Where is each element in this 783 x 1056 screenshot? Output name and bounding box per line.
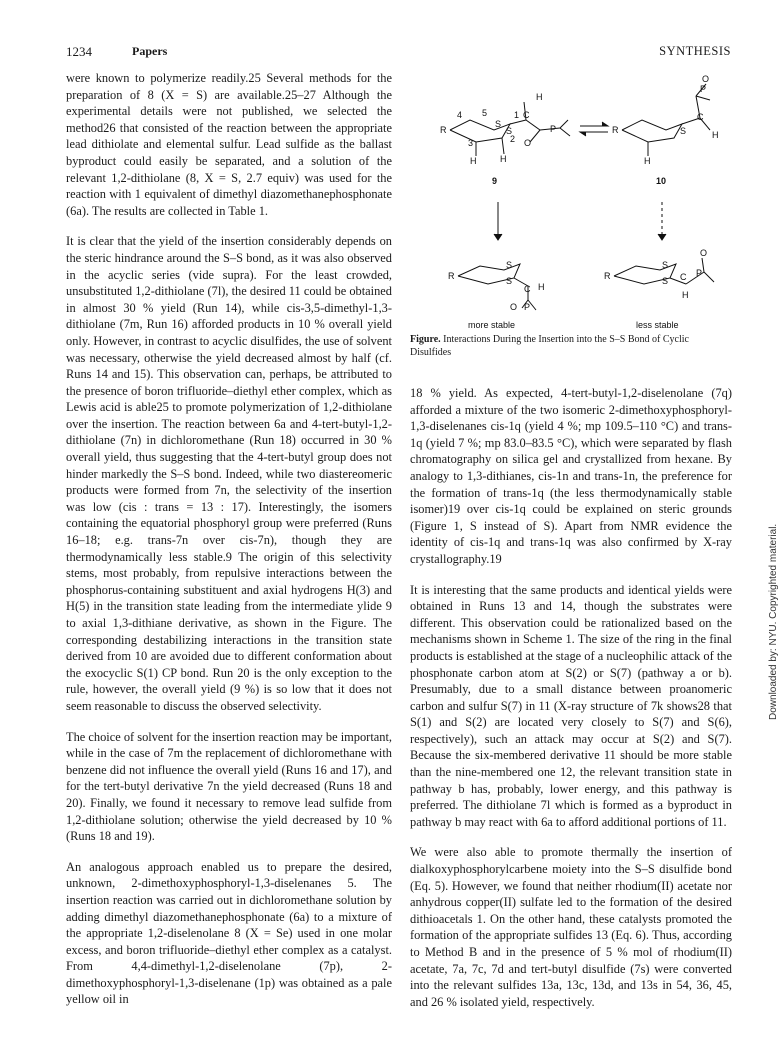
atom-label: C — [523, 110, 530, 120]
atom-label: S — [662, 260, 669, 270]
paragraph: It is clear that the yield of the insertion considerably depends on the steric hindrance around the S–S bond, as it was also observed in the acyclic series (vide supra). For the least crowded, unsubstituted 1,2-dithiolane (7l), the desired 11 could be obtained in almost 30 % yield (Run 14), while cis-3,5-dimethyl-1,3-dithiolane (7m, Run 16) afforded products in 10 % overall yield only. However, in contrast to acyclic disulfides, the use of solvent was necessary, otherwise the yield decreased almost by half (cf. Runs 14 and 15). This observation can, perhaps, be attributed to the presence of boron trifluoride–diethyl ether complex, which as Lewis acid is able25 to promote polymerization of 1,2-dithiolane over the insertion. The reaction between 6a and 4-tert-butyl-1,2-dithiolane (7n) in dichloromethane (Run 18) occurred in 30 % overall yield, thus suggesting that the 4-tert-butyl group does not hinder markedly the S–S bond. Indeed, while two diastereomeric products were formed from 7n, the selectivity of the insertion was low (cis : trans = 13 : 17). Interestingly, the isomers containing the equatorial phosphoryl group were preferred (Runs 16–18; e.g. trans-7n over cis-7n), though they are thermodynamically less stable.9 The origin of this selectivity stems, most probably, from repulsive interactions between the phosphorus-containing substituent and axial hydrogens H(3) and H(5) in the transition state leading from the intermediate ylide 9 to axial 1,3-dithiane derivative, as shown in the Figure. The corresponding destabilizing interactions in the transition state derived from 10 are avoided due to different conformation about the exocyclic S(1) CP bond. Run 20 is the only exception to the rule, however, the overall yield (9 %) is so low that it does not seem reasonable to discuss the observed selectivity. — [66, 234, 392, 713]
caption-title: Figure. — [410, 334, 441, 345]
paragraph: An analogous approach enabled us to prepare the desired, unknown, 2-dimethoxyphosphoryl-1,3-diselenanes 5. The insertion reaction was carried out in dichloromethane solution by adding dimethyl diazomethanephosphonate (6a) to a mixture of the appropriate 1,2-diselenolane 8 (X = Se) used in one molar excess, and boron trifluoride–diethyl ether complex as a catalyst. From 4,4-dimethyl-1,2-diselenolane (7p), 2-dimethoxyphosphoryl-1,3-diselenane (1p) was obtained as a pale yellow oil in — [66, 859, 392, 1007]
atom-label: R — [604, 271, 611, 281]
atom-label: H — [682, 290, 689, 300]
page-number: 1234 — [66, 44, 92, 59]
atom-label: P — [700, 84, 707, 94]
atom-label: H — [644, 156, 651, 166]
atom-label: P — [524, 302, 531, 312]
reaction-figure — [410, 72, 732, 372]
atom-label: O — [700, 248, 708, 258]
paragraph: 18 % yield. As expected, 4-tert-butyl-1,2-diselenolane (7q) afforded a mixture of the two isomeric 2-dimethoxyphosphoryl-1,3-diselenanes cis-1q (yield 4 %; mp 109.5–110 °C) and trans-1q (yield 7 %; mp 83.0–83.5 °C), which were separated by flash chromatography on silica gel and crystallized from hexane. By analogy to 1,3-dithianes, cis-1n and trans-1n, the preference for the formation of trans-1q (the less thermodynamically stable isomer)19 over cis-1q could be explained on steric grounds (Figure 1, S instead of S). Apart from NMR evidence the identity of cis-1q and trans-1q was also confirmed by X-ray crystallography.19 — [410, 386, 732, 566]
atom-label: R — [448, 271, 455, 281]
stability-label: more stable — [468, 320, 516, 330]
atom-label: H — [538, 282, 545, 292]
atom-label: H — [500, 154, 507, 164]
compound-label-10: 10 — [656, 176, 667, 186]
atom-label: O — [524, 138, 532, 148]
atom-label: S — [662, 276, 669, 286]
page-header — [66, 44, 731, 64]
atom-label: H — [470, 156, 477, 166]
caption-text: Interactions During the Insertion into the S–S Bond of Cyclic Disulfides — [410, 334, 689, 358]
atom-label: C — [524, 284, 531, 294]
paragraph: It is interesting that the same products and identical yields were obtained in Runs 13 and 14, though the substrates were different. This observation could be rationalized based on the mechanisms shown in Scheme 1. The size of the ring in the final products is established at the stage of a nucleophilic attack of the phosphonate carbon atom at S(2) or S(7) (pathway a or b). Presumably, due to a small distance between proanomeric carbon and sulfur S(7) in 11 (X-ray structure of 7k shows28 that S(1) and S(2) are located very closely to S(7) and S(6), respectively), such an attack may occur at S(2) and S(7). Because the six-membered derivative 11 should be more stable than the nine-membered one 12, the relevant transition state in pathway b has, probably, lower energy, and this pathway is preferred. The dithiolane 7l which is formed as a byproduct in pathway b may react with 6a to afford additional portions of 11. — [410, 582, 732, 829]
atom-label: S — [506, 260, 513, 270]
atom-label: S — [680, 126, 687, 136]
ring-number: 5 — [482, 108, 488, 118]
reaction-arrows — [494, 202, 666, 240]
paragraph: were known to polymerize readily.25 Several methods for the preparation of 8 (X = S) are available.25–27 Although the experimental details were not published, we selected the method26 that consisted of the reaction between the appropriate lead dithiolate and elemental sulfur. Lead sulfide as the ballast byproduct could easily be separated, and a solution of the relevant 1,2-dithiolane (8, X = S, 2.7 equiv) was used for the reaction with 1 equivalent of dimethyl diazomethanephosphonate (6a). The results are collected in Table 1. — [66, 71, 392, 218]
ring-number: 3 — [468, 138, 474, 148]
left-column — [66, 70, 392, 1022]
stability-label: less stable — [636, 320, 679, 330]
right-column — [410, 385, 732, 1024]
atom-label: C — [697, 112, 704, 122]
reaction-scheme — [410, 72, 732, 332]
section-title: Papers — [132, 44, 168, 58]
atom-label: S — [506, 276, 513, 286]
atom-label: S — [495, 119, 502, 129]
ring-number: 2 — [510, 134, 516, 144]
download-notice: Downloaded by: NYU. Copyrighted material. — [768, 523, 779, 720]
atom-label: P — [550, 124, 557, 134]
atom-label: R — [612, 125, 619, 135]
atom-label: O — [702, 74, 710, 84]
atom-label: R — [440, 125, 447, 135]
atom-label: H — [712, 130, 719, 140]
download-watermark — [768, 420, 780, 720]
compound-label-9: 9 — [492, 176, 498, 186]
atom-label: O — [510, 302, 518, 312]
atom-label: P — [696, 268, 703, 278]
atom-label: H — [536, 92, 543, 102]
figure-caption — [410, 334, 732, 359]
paragraph: We were also able to promote thermally the insertion of dialkoxyphosphorylcarbene moiety into the S–S disulfide bond (Eq. 5). However, we found that neither rhodium(II) acetate nor anhydrous copper(II) sulfate led to the formation of the desired dithioacetals 1. On the other hand, these catalysts promoted the formation of the appropriate sulfides 13 (Eq. 6). Thus, according to Method B and in the presence of 5 % mol of rhodium(II) acetate, 7a, 7c, 7d and tert-butyl disulfide (7s) were converted into the relevant sulfides 13a, 13c, 13d, and 13s in 54, 36, 45, and 26 % isolated yield, respectively. — [410, 845, 732, 1009]
paragraph: The choice of solvent for the insertion reaction may be important, while in the case of 7m the replacement of dichloromethane with benzene did not influence the overall yield (Runs 16 and 17), and for the tert-butyl derivative 7n the yield decreased (Runs 18 and 20). Finally, we found it necessary to remove lead sulfide from 1,2-dithiolane solution; otherwise the yield decreased by 10 % (Runs 18 and 19). — [66, 729, 392, 844]
atom-label: C — [680, 272, 687, 282]
journal-name: SYNTHESIS — [659, 44, 731, 58]
equilibrium-arrows — [580, 122, 608, 136]
atom-label: S — [506, 126, 513, 136]
ring-number: 1 — [514, 110, 520, 120]
ring-number: 4 — [457, 110, 463, 120]
